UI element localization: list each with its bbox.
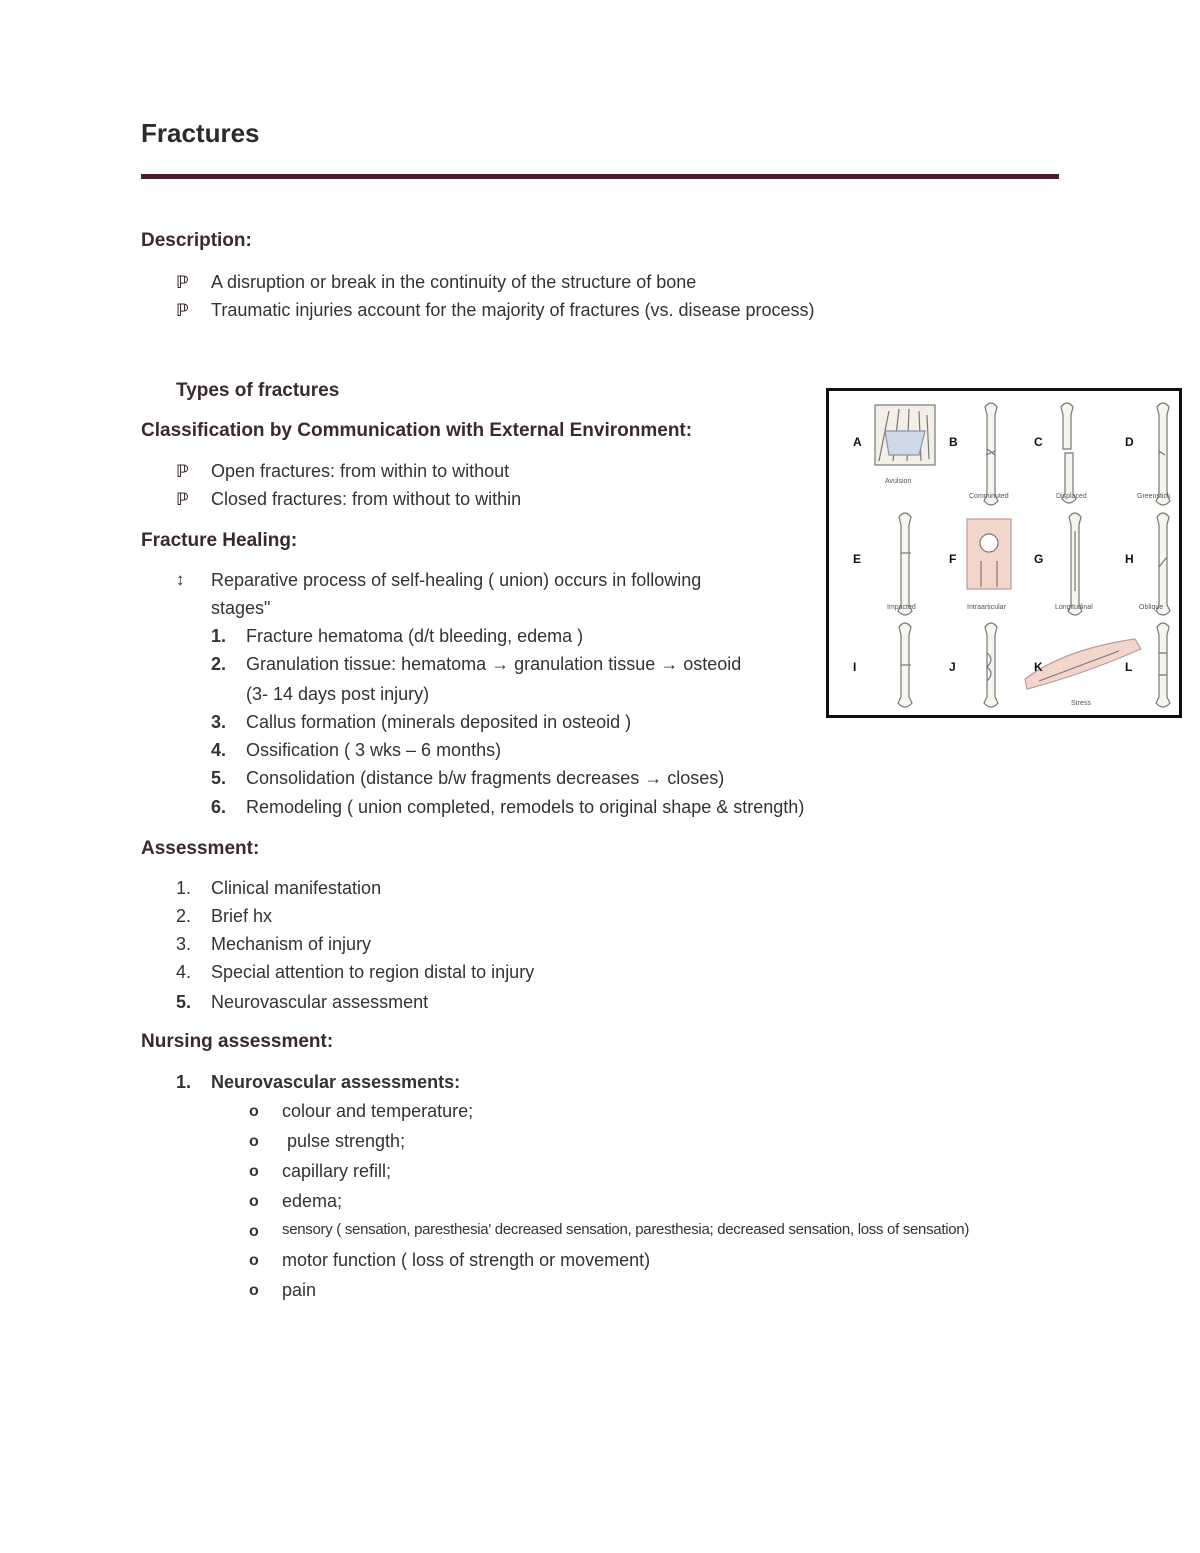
sub-bullet-icon: o (249, 1163, 259, 1180)
panel-letter: L (1125, 660, 1133, 674)
panel-caption: Avulsion (885, 478, 912, 485)
nursing-subitem: pain (282, 1280, 317, 1300)
panel-letter: D (1125, 435, 1134, 449)
assessment-item: Special attention to region distal to injury (211, 962, 535, 982)
bullet-icon: ℙ (176, 273, 189, 292)
healing-heading: Fracture Healing: (141, 530, 298, 551)
assessment-number: 1. (176, 878, 192, 898)
oblique-bone (1156, 513, 1170, 615)
assessment-item: Brief hx (211, 906, 273, 926)
assessment-item: Clinical manifestation (211, 878, 382, 898)
impacted-bone (898, 513, 912, 615)
spiral-bone (984, 623, 998, 707)
sub-bullet-icon: o (249, 1223, 259, 1240)
avulsion-illustration (875, 405, 935, 465)
sub-bullet-icon: o (249, 1193, 259, 1210)
assessment-item: Neurovascular assessment (211, 992, 429, 1012)
panel-caption: Longitudinal (1055, 604, 1093, 611)
panel-letter: C (1034, 435, 1043, 449)
panel-caption: Comminuted (969, 493, 1009, 500)
panel-caption: Greenstick (1137, 493, 1171, 500)
types-heading: Types of fractures (176, 380, 340, 401)
types-bullet-1: Open fractures: from within to without (211, 461, 510, 481)
panel-letter: K (1034, 660, 1043, 674)
comminuted-bone (984, 403, 998, 505)
stage-number: 6. (211, 797, 227, 817)
stage-number: 1. (211, 626, 227, 646)
assessment-number: 4. (176, 962, 192, 982)
stage-number: 2. (211, 654, 227, 674)
panel-letter: I (853, 660, 857, 674)
stage-text: Remodeling ( union completed, remodels to original shape & strength) (246, 797, 805, 817)
healing-intro: Reparative process of self-healing ( union) occurs in following (211, 570, 702, 590)
assessment-number: 3. (176, 934, 192, 954)
description-bullet-2: Traumatic injuries account for the majority of fractures (vs. disease process) (211, 300, 815, 320)
sub-bullet-icon: o (249, 1133, 259, 1150)
sub-bullet-icon: o (249, 1282, 259, 1299)
panel-caption: Impacted (887, 604, 916, 611)
stage-text: Fracture hematoma (d/t bleeding, edema ) (246, 626, 584, 646)
panel-caption: Oblique (1139, 604, 1164, 611)
segmental-bone (1156, 623, 1170, 707)
greenstick-bone (1156, 403, 1170, 505)
transverse-bone (898, 623, 912, 707)
panel-letter: G (1034, 552, 1044, 566)
types-bullet-2: Closed fractures: from without to within (211, 489, 522, 509)
nursing-subitem: capillary refill; (282, 1161, 392, 1181)
nursing-subitem: sensory ( sensation, paresthesia' decreased sensation, paresthesia; decreased sensation, loss of sensation) (282, 1221, 970, 1238)
page-title: Fractures (141, 118, 260, 148)
healing-intro-cont: stages" (211, 598, 271, 618)
stage-number: 4. (211, 740, 227, 760)
stage-text: Granulation tissue: hematoma → granulation tissue → osteoid (246, 654, 742, 674)
nursing-item-title: Neurovascular assessments: (211, 1072, 461, 1092)
sub-bullet-icon: o (249, 1103, 259, 1120)
description-heading: Description: (141, 230, 252, 251)
intraarticular-illustration (967, 519, 1011, 589)
panel-letter: F (949, 552, 957, 566)
bullet-icon: ℙ (176, 462, 189, 481)
assessment-heading: Assessment: (141, 838, 260, 859)
stage-text: Consolidation (distance b/w fragments decreases → closes) (246, 768, 725, 788)
panel-letter: J (949, 660, 956, 674)
bullet-icon: ℙ (176, 490, 189, 509)
nursing-number: 1. (176, 1072, 192, 1092)
stage-text: Callus formation (minerals deposited in osteoid ) (246, 712, 632, 732)
assessment-number: 2. (176, 906, 192, 926)
classification-heading: Classification by Communication with External Environment: (141, 420, 693, 441)
stage-number: 3. (211, 712, 227, 732)
sub-bullet-icon: o (249, 1252, 259, 1269)
panel-caption: Stress (1071, 700, 1091, 707)
panel-letter: H (1125, 552, 1134, 566)
nursing-subitem: pulse strength; (282, 1131, 406, 1151)
nursing-subitem: edema; (282, 1191, 343, 1211)
nursing-subitem: colour and temperature; (282, 1101, 474, 1121)
assessment-item: Mechanism of injury (211, 934, 372, 954)
displaced-bone (1061, 403, 1076, 503)
panel-caption: Displaced (1056, 493, 1087, 500)
panel-letter: B (949, 435, 958, 449)
stage-text-cont: (3- 14 days post injury) (246, 684, 430, 704)
description-bullet-1: A disruption or break in the continuity of the structure of bone (211, 272, 697, 292)
bullet-icon: ↕ (176, 570, 185, 589)
nursing-heading: Nursing assessment: (141, 1031, 334, 1052)
stage-number: 5. (211, 768, 227, 788)
panel-letter: A (853, 435, 862, 449)
bullet-icon: ℙ (176, 301, 189, 320)
fracture-types-figure (826, 388, 1182, 718)
nursing-subitem: motor function ( loss of strength or movement) (282, 1250, 651, 1270)
longitudinal-bone (1068, 513, 1082, 615)
title-divider (141, 174, 1059, 179)
stage-text: Ossification ( 3 wks – 6 months) (246, 740, 502, 760)
panel-letter: E (853, 552, 862, 566)
panel-caption: Intraarticular (967, 604, 1006, 611)
assessment-number: 5. (176, 992, 192, 1012)
